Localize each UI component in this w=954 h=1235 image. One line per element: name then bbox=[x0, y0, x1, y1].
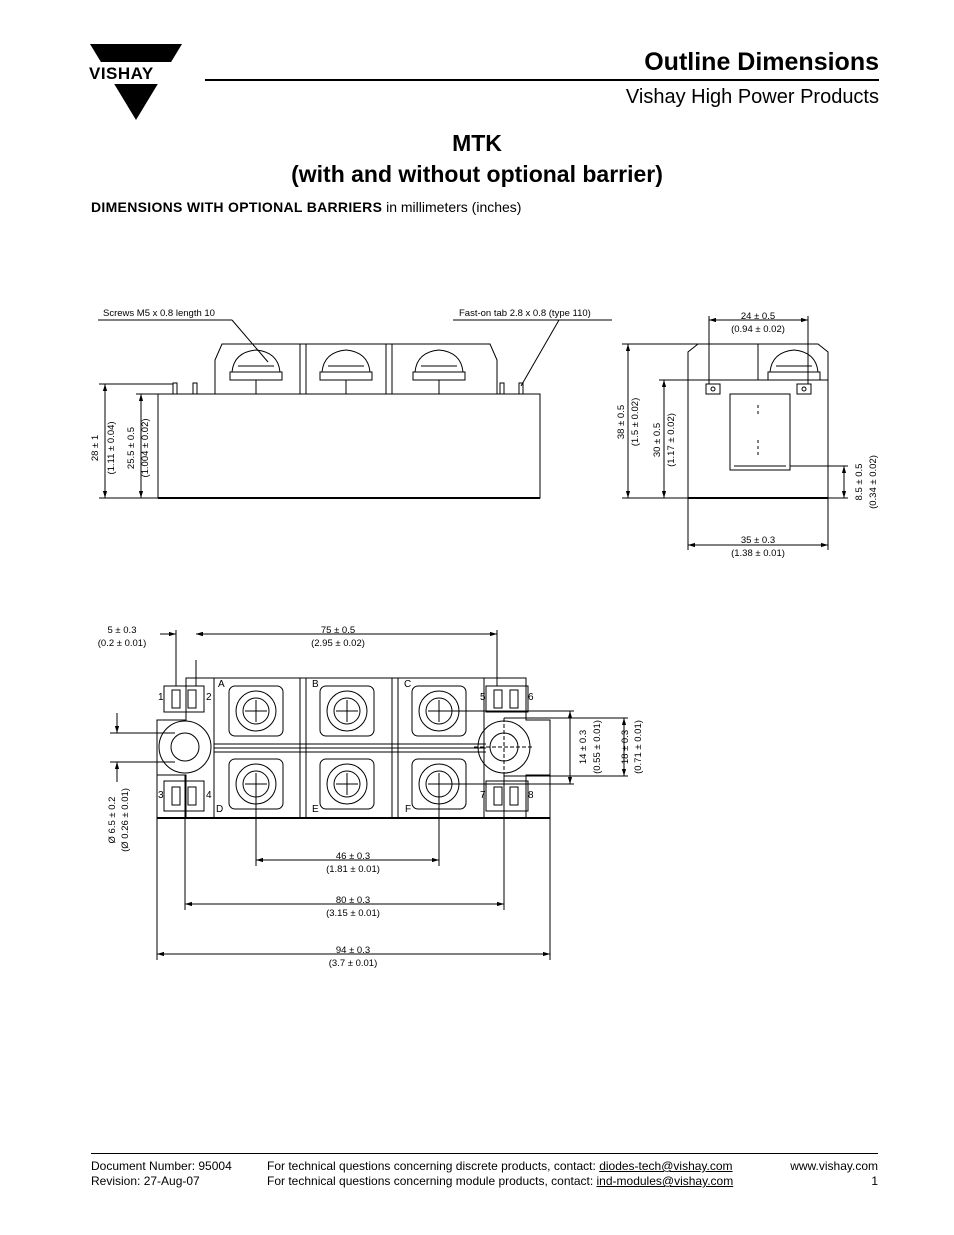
dim-28-label: 28 ± 1 bbox=[90, 434, 101, 462]
side-screw-2 bbox=[320, 350, 372, 394]
footer-contacts bbox=[267, 1159, 733, 1189]
dim-18-inch-label: (0.71 ± 0.01) bbox=[633, 720, 644, 774]
contact-discrete-text: For technical questions concerning discrete products, contact: bbox=[267, 1159, 600, 1173]
terminal-label-b: B bbox=[312, 679, 319, 690]
discrete-email-link[interactable]: diodes-tech@vishay.com bbox=[599, 1159, 733, 1173]
terminal-label-f: F bbox=[405, 804, 412, 815]
page-number: 1 bbox=[871, 1174, 878, 1188]
revision: Revision: 27-Aug-07 bbox=[91, 1174, 200, 1188]
dim-38-label: 38 ± 0.5 bbox=[616, 404, 627, 440]
dim-38-inch-label: (1.5 ± 0.02) bbox=[630, 397, 641, 447]
dim-8-5-label: 8.5 ± 0.5 bbox=[854, 463, 865, 501]
footer-rule bbox=[91, 1153, 878, 1154]
footer-site-info bbox=[790, 1159, 878, 1189]
screw-head-e bbox=[320, 759, 374, 809]
dim-18-label: 18 ± 0.3 bbox=[620, 729, 631, 765]
screw-head-a bbox=[229, 686, 283, 736]
dim-94-inch-label: (3.7 ± 0.01) bbox=[328, 958, 378, 969]
side-body bbox=[158, 394, 540, 498]
logo-wordmark: VISHAY bbox=[89, 64, 154, 83]
pin-label-3: 3 bbox=[158, 790, 164, 801]
pin-label-6: 6 bbox=[528, 692, 534, 703]
contact-discrete bbox=[267, 1159, 733, 1174]
dim-28-inch-label: (1.11 ± 0.04) bbox=[106, 421, 117, 475]
dim-46-label: 46 ± 0.3 bbox=[335, 851, 371, 862]
dim-25-5-inch-label: (1.004 ± 0.02) bbox=[140, 418, 151, 478]
doc-title: Outline Dimensions bbox=[644, 48, 879, 76]
pin-label-4: 4 bbox=[206, 790, 212, 801]
dim-46-inch-label: (1.81 ± 0.01) bbox=[326, 864, 380, 875]
contact-module-text: For technical questions concerning module products, contact: bbox=[267, 1174, 597, 1188]
pin-label-5: 5 bbox=[480, 692, 486, 703]
dim-75-label: 75 ± 0.5 bbox=[320, 625, 356, 636]
terminal-label-e: E bbox=[312, 804, 319, 815]
dim-75-inch-label: (2.95 ± 0.02) bbox=[311, 638, 365, 649]
side-view bbox=[98, 320, 612, 498]
dim-hole-inch-label: (Ø 0.26 ± 0.01) bbox=[120, 788, 131, 852]
fast-on-label: Fast-on tab 2.8 x 0.8 (type 110) bbox=[459, 308, 591, 319]
terminal-label-a: A bbox=[218, 679, 225, 690]
pin-label-2: 2 bbox=[206, 692, 212, 703]
dim-94-label: 94 ± 0.3 bbox=[335, 945, 371, 956]
dim-80-inch-label: (3.15 ± 0.01) bbox=[326, 908, 380, 919]
dim-5-label: 5 ± 0.3 bbox=[107, 625, 137, 636]
module-email-link[interactable]: ind-modules@vishay.com bbox=[596, 1174, 734, 1188]
dim-14-label: 14 ± 0.3 bbox=[578, 729, 589, 765]
doc-subtitle: Vishay High Power Products bbox=[625, 86, 879, 108]
terminal-label-d: D bbox=[216, 804, 224, 815]
footer-doc-info bbox=[91, 1159, 232, 1189]
dim-30-label: 30 ± 0.5 bbox=[652, 422, 663, 458]
dim-30-inch-label: (1.17 ± 0.02) bbox=[666, 413, 677, 467]
dim-14-inch-label: (0.55 ± 0.01) bbox=[592, 720, 603, 774]
dim-35-inch-label: (1.38 ± 0.01) bbox=[731, 548, 785, 559]
document-number: Document Number: 95004 bbox=[91, 1159, 232, 1173]
dim-24-inch-label: (0.94 ± 0.02) bbox=[731, 324, 785, 335]
end-body bbox=[688, 380, 828, 498]
pin-label-1: 1 bbox=[158, 692, 164, 703]
website-link[interactable]: www.vishay.com bbox=[790, 1159, 878, 1173]
screws-label: Screws M5 x 0.8 length 10 bbox=[103, 308, 215, 319]
contact-module bbox=[267, 1174, 733, 1189]
section-heading-bold: DIMENSIONS WITH OPTIONAL BARRIERS bbox=[91, 199, 383, 215]
dim-8-5-inch-label: (0.34 ± 0.02) bbox=[868, 455, 879, 509]
terminal-label-c: C bbox=[404, 679, 412, 690]
dim-24-label: 24 ± 0.5 bbox=[740, 311, 776, 322]
dim-5-inch-label: (0.2 ± 0.01) bbox=[97, 638, 147, 649]
dim-80-label: 80 ± 0.3 bbox=[335, 895, 371, 906]
dim-hole-label: Ø 6.5 ± 0.2 bbox=[107, 796, 118, 844]
side-screw-3 bbox=[413, 350, 465, 394]
side-screw-1 bbox=[230, 350, 282, 394]
pin-label-7: 7 bbox=[480, 790, 486, 801]
part-title: MTK bbox=[452, 130, 502, 156]
dim-35-label: 35 ± 0.3 bbox=[740, 535, 776, 546]
dim-25-5-label: 25.5 ± 0.5 bbox=[126, 426, 137, 470]
screw-head-b bbox=[320, 686, 374, 736]
section-heading-units: in millimeters (inches) bbox=[382, 199, 522, 215]
part-subtitle: (with and without optional barrier) bbox=[291, 161, 663, 187]
pin-label-8: 8 bbox=[528, 790, 534, 801]
